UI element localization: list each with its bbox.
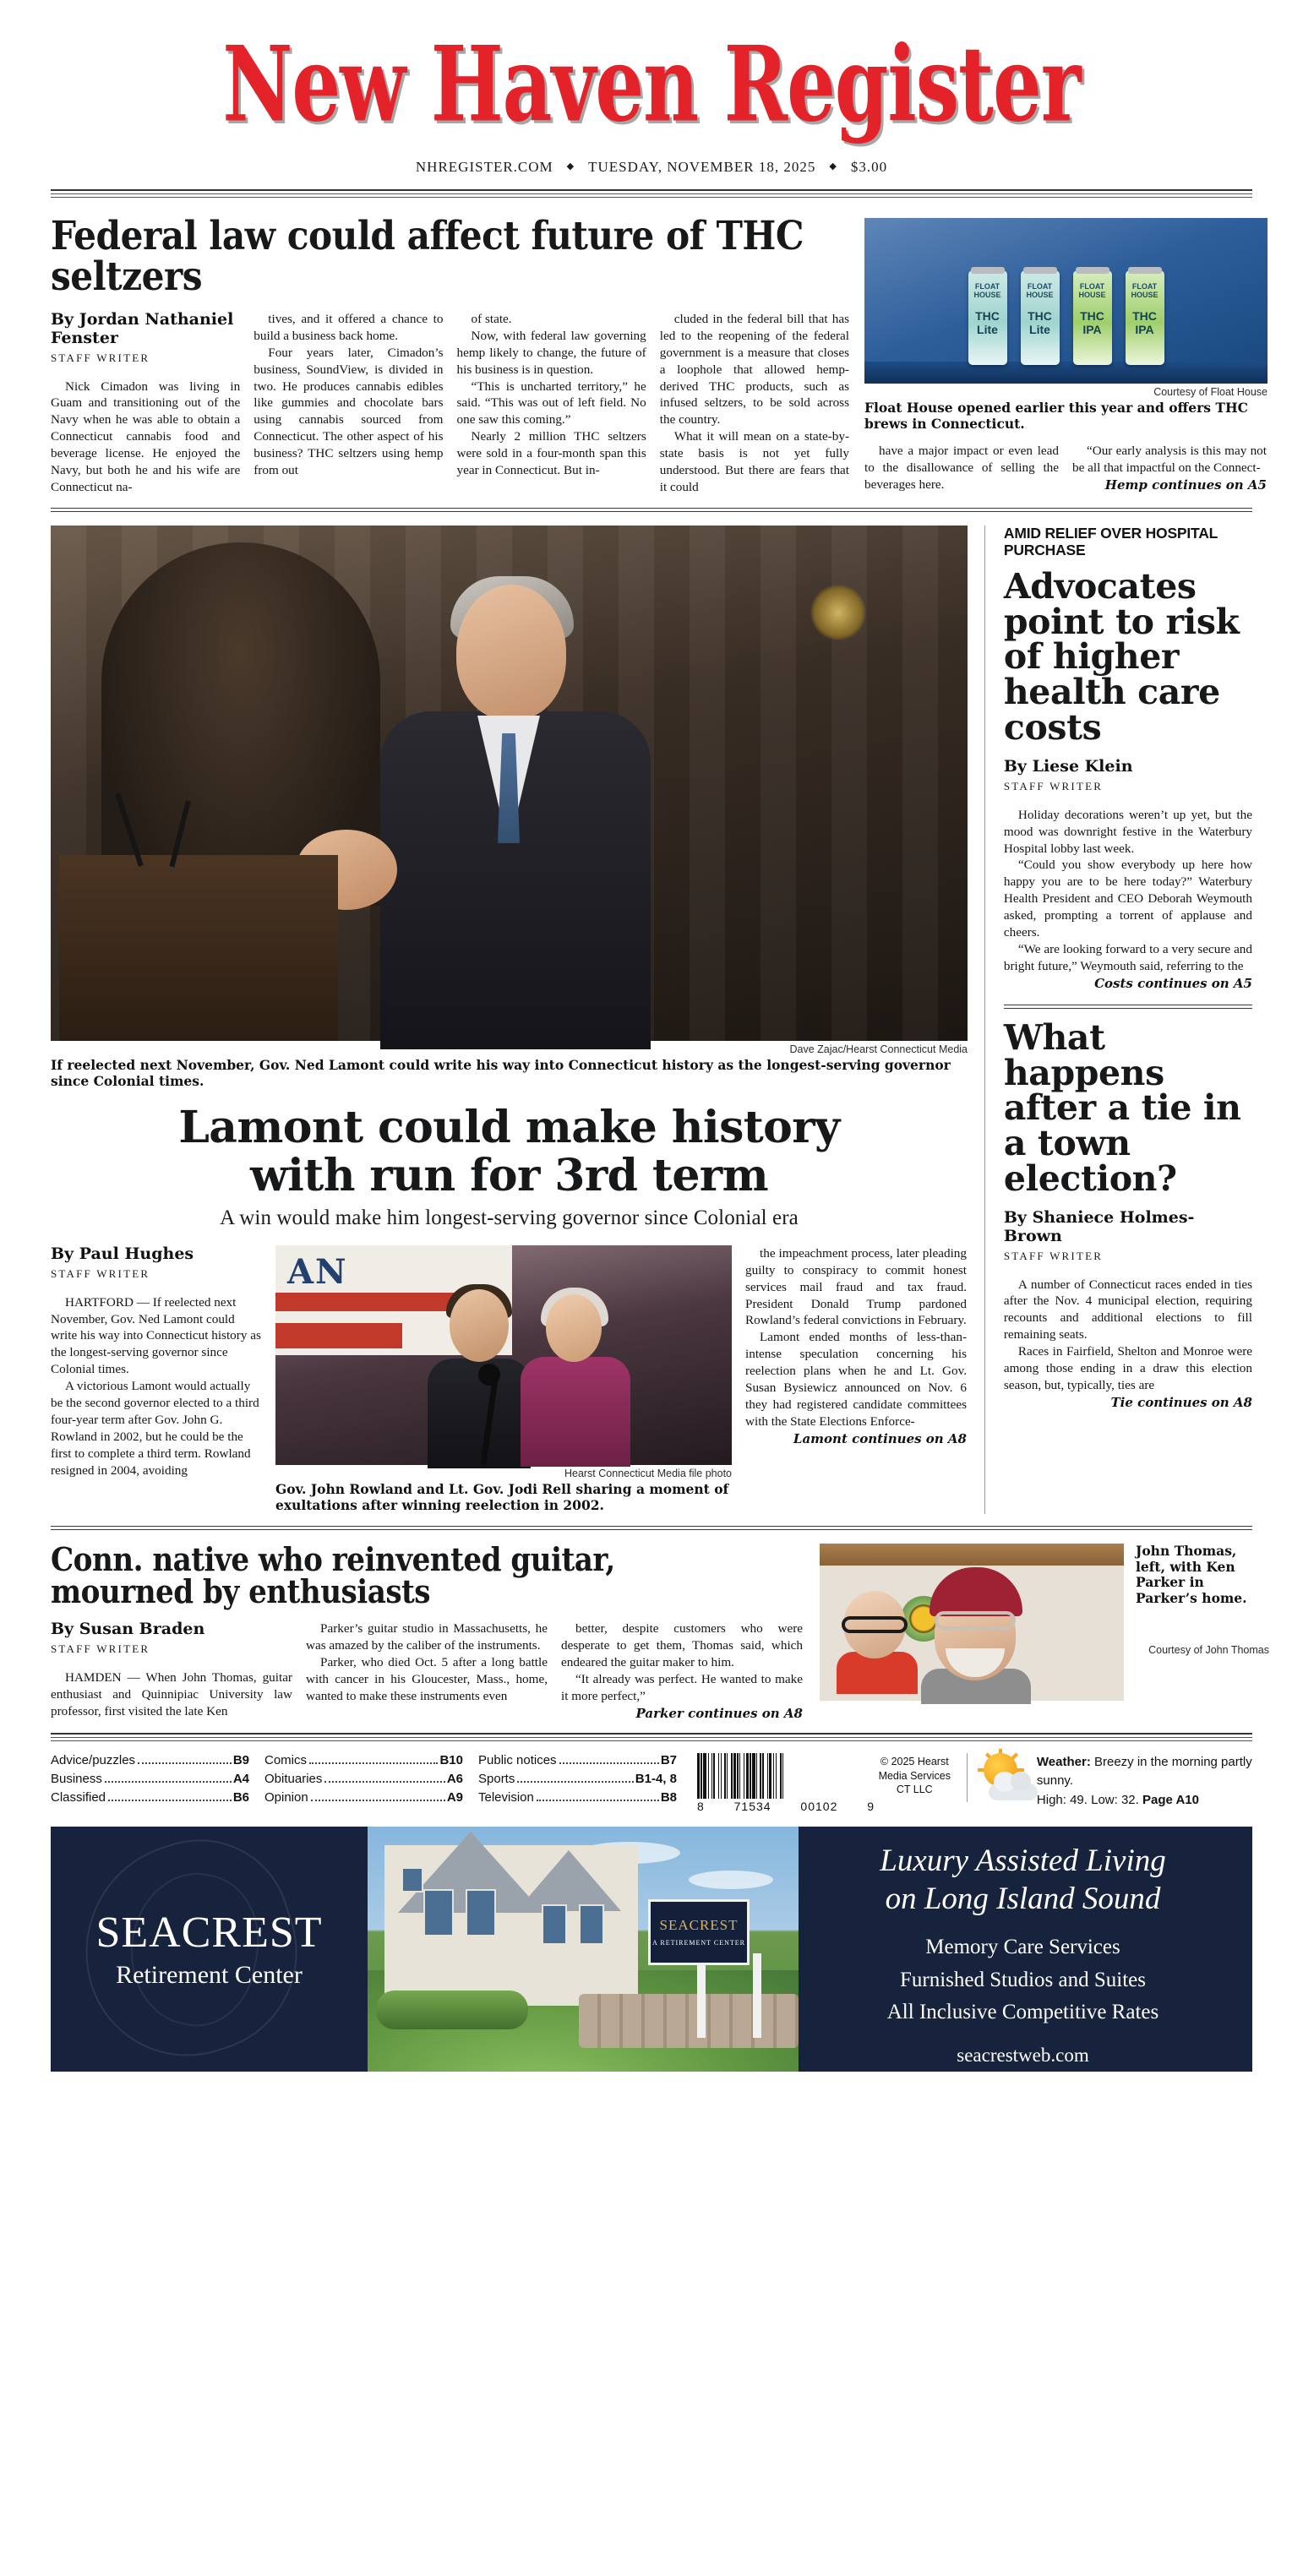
leader-dots xyxy=(309,1762,438,1764)
ad-logo: SEACREST xyxy=(95,1909,323,1958)
masthead xyxy=(51,0,1252,198)
seacrest-advertisement[interactable] xyxy=(51,1827,1252,2097)
paragraph: better, despite customers who were desperate to get them, Thomas said, which endeared the guitar maker to him. xyxy=(561,1621,803,1669)
banner-text: AN xyxy=(287,1251,348,1292)
dateline-website: NHREGISTER.COM xyxy=(415,159,553,175)
ad-headline-line-2: on Long Island Sound xyxy=(885,1881,1161,1916)
paragraph: HAMDEN — When John Thomas, guitar enthusiast and Quinnipiac University law professor, first visited the late Ken xyxy=(51,1669,292,1718)
sun-behind-cloud-icon xyxy=(979,1753,1031,1805)
top-story-photo xyxy=(864,218,1268,384)
paragraph: What it will mean on a state-by-state basis is not yet fully understood. But there are fears that it could xyxy=(659,429,849,494)
top-story-tail-col-2 xyxy=(1072,443,1267,493)
paragraph: Nearly 2 million THC seltzers were sold in a four-month span this year in Connecticut. But in- xyxy=(456,429,646,478)
seltzer-cans-group xyxy=(864,270,1268,365)
leader-dots xyxy=(517,1781,633,1783)
index-section-name: Advice/puzzles xyxy=(51,1752,136,1767)
top-story-thc xyxy=(51,213,1268,496)
paragraph: Parker’s guitar studio in Massachusetts, he was amazed by the caliber of the instruments. xyxy=(306,1621,548,1653)
dateline-separator-icon: ◆ xyxy=(566,161,575,172)
glasses-icon xyxy=(842,1616,908,1633)
top-story-col-4 xyxy=(660,311,849,496)
ad-phone-location[interactable]: 203-931-2510 | West Haven, CT xyxy=(897,2075,1149,2097)
index-section-name: Opinion xyxy=(264,1789,308,1805)
section-divider-1 xyxy=(51,508,1252,509)
index-page-number: A9 xyxy=(446,1789,463,1805)
leader-dots xyxy=(559,1762,659,1764)
index-row[interactable] xyxy=(478,1790,677,1805)
can-product-label-4: THC IPA xyxy=(1132,309,1157,336)
costs-staff-label: STAFF WRITER xyxy=(1003,779,1104,792)
top-story-headline[interactable]: Federal law could affect future of THC seltzers xyxy=(51,213,804,300)
glasses-icon-2 xyxy=(935,1611,1016,1630)
ad-logo-panel xyxy=(51,1827,368,2072)
ken-parker-figure xyxy=(921,1567,1031,1679)
can-brand-label: FLOAT HOUSE xyxy=(973,282,1001,300)
dateline-price: $3.00 xyxy=(850,159,888,175)
can-icon xyxy=(1073,270,1112,365)
barcode-left-digit: 8 xyxy=(697,1799,705,1813)
weather-divider xyxy=(967,1753,968,1802)
paragraph: “Could you show everybody up here how happy you are to be here today?” Waterbury Health President and CEO Deborah Weymouth asked, prompting a torrent of applause and cheers. xyxy=(1003,858,1252,940)
barcode-group-1: 71534 xyxy=(733,1799,771,1813)
index-row[interactable] xyxy=(264,1753,463,1767)
guitar-jumpline[interactable]: Parker continues on A8 xyxy=(635,1705,803,1721)
rowland-photo xyxy=(275,1245,732,1465)
tie-headline[interactable]: What happens after a tie in a town election? xyxy=(1003,1016,1241,1199)
guitar-byline: By Susan Braden xyxy=(51,1620,205,1639)
index-section-name: Obituaries xyxy=(264,1771,323,1786)
paragraph: Nick Cimadon was living in Guam and transitioning out of the Navy when he was able to obtain a Connecticut cannabis food and beverage license. He enjoyed the Navy, but both he and his wife are Connecticut na- xyxy=(51,379,241,494)
index-row[interactable] xyxy=(264,1772,463,1786)
paragraph: HARTFORD — If reelected next November, Gov. Ned Lamont could write his way into Connecticut history as the longest-serving governor since Colonial times. xyxy=(51,1294,261,1377)
paragraph: “We are looking forward to a very secure and bright future,” Weymouth said, referring to the xyxy=(1003,941,1252,973)
can-icon xyxy=(968,270,1007,365)
weather-text xyxy=(1032,1753,1252,1811)
leader-dots xyxy=(108,1800,232,1801)
podium xyxy=(59,855,338,1041)
top-story-col-2 xyxy=(254,311,443,496)
barcode-digits xyxy=(697,1800,875,1813)
lamont-headline-line-1[interactable]: Lamont could make history xyxy=(178,1101,840,1153)
index-column-2 xyxy=(264,1753,478,1809)
guitar-caption-block xyxy=(1136,1544,1269,1721)
paragraph: “It already was perfect. He wanted to make it more perfect,” xyxy=(561,1671,803,1703)
can-brand-label-3: FLOAT HOUSE xyxy=(1078,282,1106,300)
leader-dots xyxy=(138,1762,232,1764)
top-story-photo-credit: Courtesy of Float House xyxy=(1153,386,1268,398)
lamont-byline: By Paul Hughes xyxy=(51,1244,194,1263)
paragraph: Four years later, Cimadon’s business, SoundView, is divided in two. He produces cannabis edibles like gummies and chocolate bars using cannabis sourced from Connecticut. The other aspect of his business? THC seltzers using hemp from out xyxy=(254,345,444,478)
ad-sign-title: SEACREST xyxy=(659,1916,739,1933)
section-divider-2 xyxy=(51,1526,1252,1527)
top-story-col-3 xyxy=(457,311,646,496)
ad-feature-item: Memory Care Services xyxy=(925,1935,1120,1958)
dateline-date: TUESDAY, NOVEMBER 18, 2025 xyxy=(588,159,816,175)
barcode-group-2: 00102 xyxy=(800,1799,838,1813)
guitar-col-1 xyxy=(51,1620,292,1721)
paragraph: Holiday decorations weren’t up yet, but the mood was downright festive in the Waterbury Hospital lobby last week. xyxy=(1003,807,1252,856)
can-icon xyxy=(1126,270,1164,365)
index-page-number: A6 xyxy=(446,1771,463,1786)
index-section-name: Classified xyxy=(51,1789,106,1805)
ad-photo xyxy=(368,1827,799,2072)
ad-copy-panel xyxy=(799,1827,1252,2097)
lamont-col-2 xyxy=(275,1245,732,1514)
paragraph: “Our early analysis is this may not be all that impactful on the Connect- xyxy=(1072,443,1267,475)
guitar-photo xyxy=(820,1544,1124,1679)
costs-jumpline[interactable]: Costs continues on A5 xyxy=(1094,975,1252,991)
tie-byline: By Shaniece Holmes-Brown xyxy=(1003,1207,1195,1245)
ad-feature-item: Furnished Studios and Suites xyxy=(900,1968,1146,1991)
paragraph: Races in Fairfield, Shelton and Monroe were among those ending in a draw this election season, but, typically, ties are xyxy=(1003,1344,1252,1392)
section-divider-2b xyxy=(51,1529,1252,1530)
guitar-story xyxy=(51,1539,1269,1721)
lamont-photo-credit: Dave Zajac/Hearst Connecticut Media xyxy=(789,1043,968,1055)
index-rules xyxy=(51,1733,1252,1741)
paragraph: “This is uncharted territory,” he said. “This was out of left field. No one saw this coming.” xyxy=(456,379,646,428)
index-page-number: B10 xyxy=(439,1752,463,1767)
lamont-headline-line-2[interactable]: with run for 3rd term xyxy=(249,1149,769,1201)
guitar-col-3 xyxy=(561,1620,803,1721)
lamont-photo xyxy=(51,526,968,1041)
index-row[interactable] xyxy=(478,1753,677,1767)
guitar-photo-credit: Courtesy of John Thomas xyxy=(1148,1644,1269,1657)
ad-sign-subtitle: A RETIREMENT CENTER xyxy=(652,1938,745,1947)
tie-staff-label: STAFF WRITER xyxy=(1003,1249,1104,1262)
lamont-col-3 xyxy=(745,1245,967,1514)
index-section-name: Sports xyxy=(478,1771,515,1786)
paragraph: have a major impact or even lead to the disallowance of selling the beverages here. xyxy=(864,443,1059,492)
weather-page-ref[interactable]: Page A10 xyxy=(1142,1792,1199,1807)
top-story-byline: By Jordan Nathaniel Fenster xyxy=(51,309,234,347)
index-row[interactable] xyxy=(264,1790,463,1805)
john-thomas-figure xyxy=(837,1591,918,1679)
guitar-headline[interactable]: Conn. native who reinvented guitar, mourned by enthusiasts xyxy=(51,1539,615,1611)
weather-label: Weather: xyxy=(1036,1754,1091,1769)
paragraph: cluded in the federal bill that has led to the reopening of the federal government is a measure that closes a loophole that allowed hemp-derived THC products, such as infused seltzers, to be sold across the country. xyxy=(659,311,849,428)
paragraph: Parker, who died Oct. 5 after a long battle with cancer in his Gloucester, Mass., home, wanted to make these instruments even xyxy=(306,1654,548,1703)
ad-headline-line-1: Luxury Assisted Living xyxy=(880,1843,1166,1878)
mid-section xyxy=(51,526,1252,1514)
barcode-check-digit: 9 xyxy=(867,1799,875,1813)
index-row[interactable] xyxy=(51,1790,249,1805)
leader-dots xyxy=(537,1800,659,1801)
costs-byline: By Liese Klein xyxy=(1003,756,1133,776)
index-column-1 xyxy=(51,1753,264,1809)
ad-property-sign xyxy=(648,1899,750,1965)
index-page-number: B9 xyxy=(232,1752,249,1767)
index-page-number: B8 xyxy=(660,1789,677,1805)
paragraph: A number of Connecticut races ended in ties after the Nov. 4 municipal election, requiring recounts and additional elections to fill remaining seats. xyxy=(1003,1277,1252,1342)
top-story-col-1 xyxy=(51,379,240,496)
chandelier-icon xyxy=(810,585,866,640)
weather-conditions: Breezy in the morning partly sunny. xyxy=(1036,1754,1252,1789)
lamont-staff-label: STAFF WRITER xyxy=(51,1266,150,1280)
index-section-name: Television xyxy=(478,1789,534,1805)
barcode-icon xyxy=(697,1753,875,1799)
top-story-staff-label: STAFF WRITER xyxy=(51,351,150,364)
index-page-number: A4 xyxy=(232,1771,249,1786)
weather-temps: High: 49. Low: 32. xyxy=(1036,1792,1139,1807)
leader-dots xyxy=(324,1781,444,1783)
index-page-number: B6 xyxy=(232,1789,249,1805)
costs-headline[interactable]: Advocates point to risk of higher health care costs xyxy=(1003,565,1240,749)
tie-jumpline[interactable]: Tie continues on A8 xyxy=(1110,1394,1252,1410)
index-page-number: B7 xyxy=(660,1752,677,1767)
governor-figure xyxy=(330,576,693,1049)
top-story-jumpline[interactable]: Hemp continues on A5 xyxy=(1104,477,1267,493)
index-row[interactable] xyxy=(478,1772,677,1786)
ad-feature-item: All Inclusive Competitive Rates xyxy=(886,2001,1159,2024)
index-listing xyxy=(51,1753,692,1809)
guitar-col-2 xyxy=(306,1620,548,1721)
ad-feature-list xyxy=(815,1931,1230,2029)
can-brand-label-4: FLOAT HOUSE xyxy=(1131,282,1159,300)
masthead-title: New Haven Register xyxy=(222,22,1081,145)
guitar-staff-label: STAFF WRITER xyxy=(51,1642,150,1655)
top-story-photo-cutline: Float House opened earlier this year and offers THC brews in Connecticut. xyxy=(864,400,1248,432)
rail-divider-b xyxy=(1004,1008,1252,1009)
lamont-deck: A win would make him longest-serving governor since Colonial era xyxy=(220,1206,799,1229)
right-rail xyxy=(985,526,1252,1514)
can-product-label-3: THC IPA xyxy=(1080,309,1104,336)
can-brand-label-2: FLOAT HOUSE xyxy=(1026,282,1054,300)
leader-dots xyxy=(311,1800,445,1801)
section-divider-1b xyxy=(51,511,1252,512)
top-story-tail-col-1 xyxy=(864,443,1059,493)
paragraph: A victorious Lamont would actually be the second governor elected to a third four-year term after Gov. John G. Rowland in 2002, but he could be the first to complete a third term. Rowland resigned in 2004, avoiding xyxy=(51,1379,259,1478)
ad-logo-subtitle: Retirement Center xyxy=(116,1961,303,1990)
index-section-name: Public notices xyxy=(478,1752,557,1767)
costs-kicker: AMID RELIEF OVER HOSPITAL PURCHASE xyxy=(1003,524,1218,558)
ad-website-link[interactable]: seacrestweb.com xyxy=(957,2045,1089,2067)
can-product-label-2: THC Lite xyxy=(1028,309,1052,336)
can-product-label: THC Lite xyxy=(975,309,1000,336)
index-section-name: Comics xyxy=(264,1752,308,1767)
rowland-photo-credit: Hearst Connecticut Media file photo xyxy=(564,1467,732,1479)
rowland-photo-cutline: Gov. John Rowland and Lt. Gov. Jodi Rell sharing a moment of exultations after winning reelection in 2002. xyxy=(275,1480,729,1513)
lamont-col-1 xyxy=(51,1245,262,1514)
index-column-3 xyxy=(478,1753,692,1809)
index-weather-bar xyxy=(51,1753,1252,1813)
paragraph: the impeachment process, later pleading guilty to conspiracy to commit honest services mail fraud and tax fraud. President Donald Trump pardoned Rowland’s federal convictions in February. xyxy=(745,1245,967,1328)
top-story-byline-block xyxy=(51,311,240,496)
paragraph: Now, with federal law governing hemp likely to change, the future of his business is in question. xyxy=(456,328,646,377)
lamont-jumpline[interactable]: Lamont continues on A8 xyxy=(793,1430,967,1446)
beanie-icon xyxy=(930,1567,1022,1616)
paragraph: tives, and it offered a chance to build a business back home. xyxy=(254,311,444,343)
paragraph: Lamont ended months of less-than-intense speculation concerning his reelection plans when he and Lt. Gov. Susan Bysiewicz announced on Nov. 6 they had registered candidate committees with the State Elections Enforce- xyxy=(745,1330,967,1429)
dateline-separator-icon-2: ◆ xyxy=(829,161,837,172)
leader-dots xyxy=(105,1781,232,1783)
index-row[interactable] xyxy=(51,1772,249,1786)
index-page-number: B1-4, 8 xyxy=(635,1771,677,1786)
copyright-notice: © 2025 Hearst Media Services CT LLC xyxy=(878,1755,951,1796)
masthead-rules xyxy=(51,189,1252,198)
guitar-photo-cutline: John Thomas, left, with Ken Parker in Parker’s home. xyxy=(1136,1542,1247,1607)
barcode-block xyxy=(692,1753,875,1813)
lamont-photo-cutline: If reelected next November, Gov. Ned Lamont could write his way into Connecticut history as the longest-serving governor since Colonial times. xyxy=(51,1056,951,1089)
rell-figure xyxy=(521,1294,630,1463)
index-row[interactable] xyxy=(51,1753,249,1767)
index-section-name: Business xyxy=(51,1771,102,1786)
paragraph: of state. xyxy=(471,311,512,326)
can-icon xyxy=(1021,270,1060,365)
